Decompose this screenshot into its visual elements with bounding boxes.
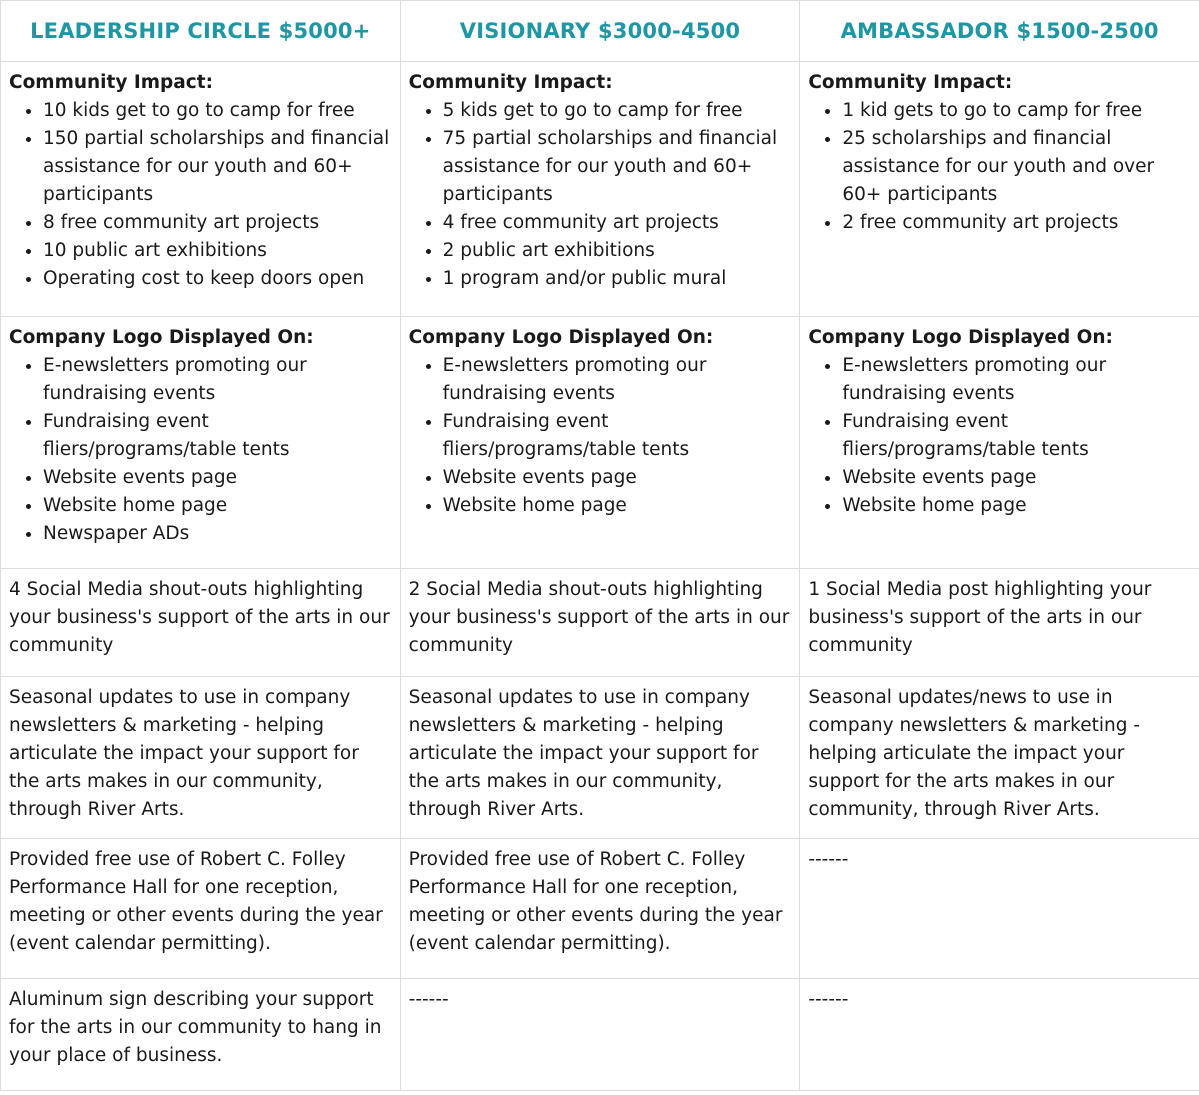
impact-heading: Community Impact: [808,72,1013,93]
seasonal-text: Seasonal updates to use in company newsletters & marketing - helping articulate the impact your support for the arts makes in our community, through River Arts. [9,687,359,820]
list-item: • Website home page [842,492,1191,520]
logo-cell-leadership [1,317,401,569]
sign-text: ------ [408,989,449,1010]
hall-cell-visionary [400,839,800,979]
list-item: • Operating cost to keep doors open [43,265,392,293]
logo-list [808,352,1191,520]
list-item: • Website events page [43,464,392,492]
social-cell-visionary [400,569,800,677]
impact-heading: Community Impact: [408,72,613,93]
performance-hall-row [1,839,1199,979]
aluminum-sign-row [1,979,1199,1091]
tier-header-row [1,1,1199,62]
list-item: • Fundraising event fliers/programs/table tents [443,408,792,464]
list-item: • Website events page [443,464,792,492]
impact-cell-visionary [400,62,800,317]
list-item: • Website events page [842,464,1191,492]
seasonal-cell-ambassador [800,677,1199,839]
tier-title-ambassador: AMBASSADOR $1500-2500 [800,1,1199,62]
company-logo-row [1,317,1199,569]
seasonal-text: Seasonal updates/news to use in company newsletters & marketing - helping articulate the impact your support for the arts makes in our community, through River Arts. [808,687,1140,820]
hall-cell-leadership [1,839,401,979]
list-item: • 25 scholarships and financial assistance for our youth and over 60+ participants [842,125,1191,209]
list-item: • 5 kids get to go to camp for free [443,97,792,125]
logo-cell-ambassador [800,317,1199,569]
hall-text: ------ [808,849,849,870]
list-item: • Newspaper ADs [43,520,392,548]
community-impact-row [1,62,1199,317]
logo-heading: Company Logo Displayed On: [9,327,314,348]
logo-list [9,352,392,548]
impact-cell-leadership [1,62,401,317]
list-item: • 2 public art exhibitions [443,237,792,265]
sign-cell-leadership [1,979,401,1091]
list-item: • Website home page [443,492,792,520]
impact-list [808,97,1191,237]
list-item: • E-newsletters promoting our fundraising events [842,352,1191,408]
social-text: 2 Social Media shout-outs highlighting your business's support of the arts in our community [408,579,790,656]
hall-text: Provided free use of Robert C. Folley Performance Hall for one reception, meeting or other events during the year (event calendar permitting). [9,849,383,954]
list-item: • 1 program and/or public mural [443,265,792,293]
impact-cell-ambassador [800,62,1199,317]
social-media-row [1,569,1199,677]
logo-heading: Company Logo Displayed On: [408,327,714,348]
list-item: • 75 partial scholarships and financial assistance for our youth and 60+ participants [443,125,792,209]
hall-text: Provided free use of Robert C. Folley Performance Hall for one reception, meeting or other events during the year (event calendar permitting). [408,849,783,954]
impact-list [9,97,392,293]
sign-text: Aluminum sign describing your support for the arts in our community to hang in your place of business. [9,989,382,1066]
sign-text: ------ [808,989,849,1010]
seasonal-cell-leadership [1,677,401,839]
social-cell-ambassador [800,569,1199,677]
seasonal-text: Seasonal updates to use in company newsletters & marketing - helping articulate the impact your support for the arts makes in our community, through River Arts. [408,687,759,820]
social-cell-leadership [1,569,401,677]
list-item: • Website home page [43,492,392,520]
seasonal-updates-row [1,677,1199,839]
list-item: • 4 free community art projects [443,209,792,237]
list-item: • 1 kid gets to go to camp for free [842,97,1191,125]
list-item: • Fundraising event fliers/programs/table tents [842,408,1191,464]
list-item: • 150 partial scholarships and financial assistance for our youth and 60+ participants [43,125,392,209]
list-item: • 10 public art exhibitions [43,237,392,265]
tier-title-visionary: VISIONARY $3000-4500 [400,1,800,62]
hall-cell-ambassador [800,839,1199,979]
impact-list [409,97,792,293]
list-item: • Fundraising event fliers/programs/table tents [43,408,392,464]
social-text: 4 Social Media shout-outs highlighting your business's support of the arts in our community [9,579,390,656]
impact-heading: Community Impact: [9,72,213,93]
tier-title-leadership: LEADERSHIP CIRCLE $5000+ [1,1,401,62]
logo-heading: Company Logo Displayed On: [808,327,1113,348]
list-item: • E-newsletters promoting our fundraising events [43,352,392,408]
logo-list [409,352,792,520]
list-item: • 2 free community art projects [842,209,1191,237]
sign-cell-visionary [400,979,800,1091]
seasonal-cell-visionary [400,677,800,839]
social-text: 1 Social Media post highlighting your business's support of the arts in our community [808,579,1152,656]
sign-cell-ambassador [800,979,1199,1091]
list-item: • 8 free community art projects [43,209,392,237]
logo-cell-visionary [400,317,800,569]
list-item: • 10 kids get to go to camp for free [43,97,392,125]
list-item: • E-newsletters promoting our fundraising events [443,352,792,408]
